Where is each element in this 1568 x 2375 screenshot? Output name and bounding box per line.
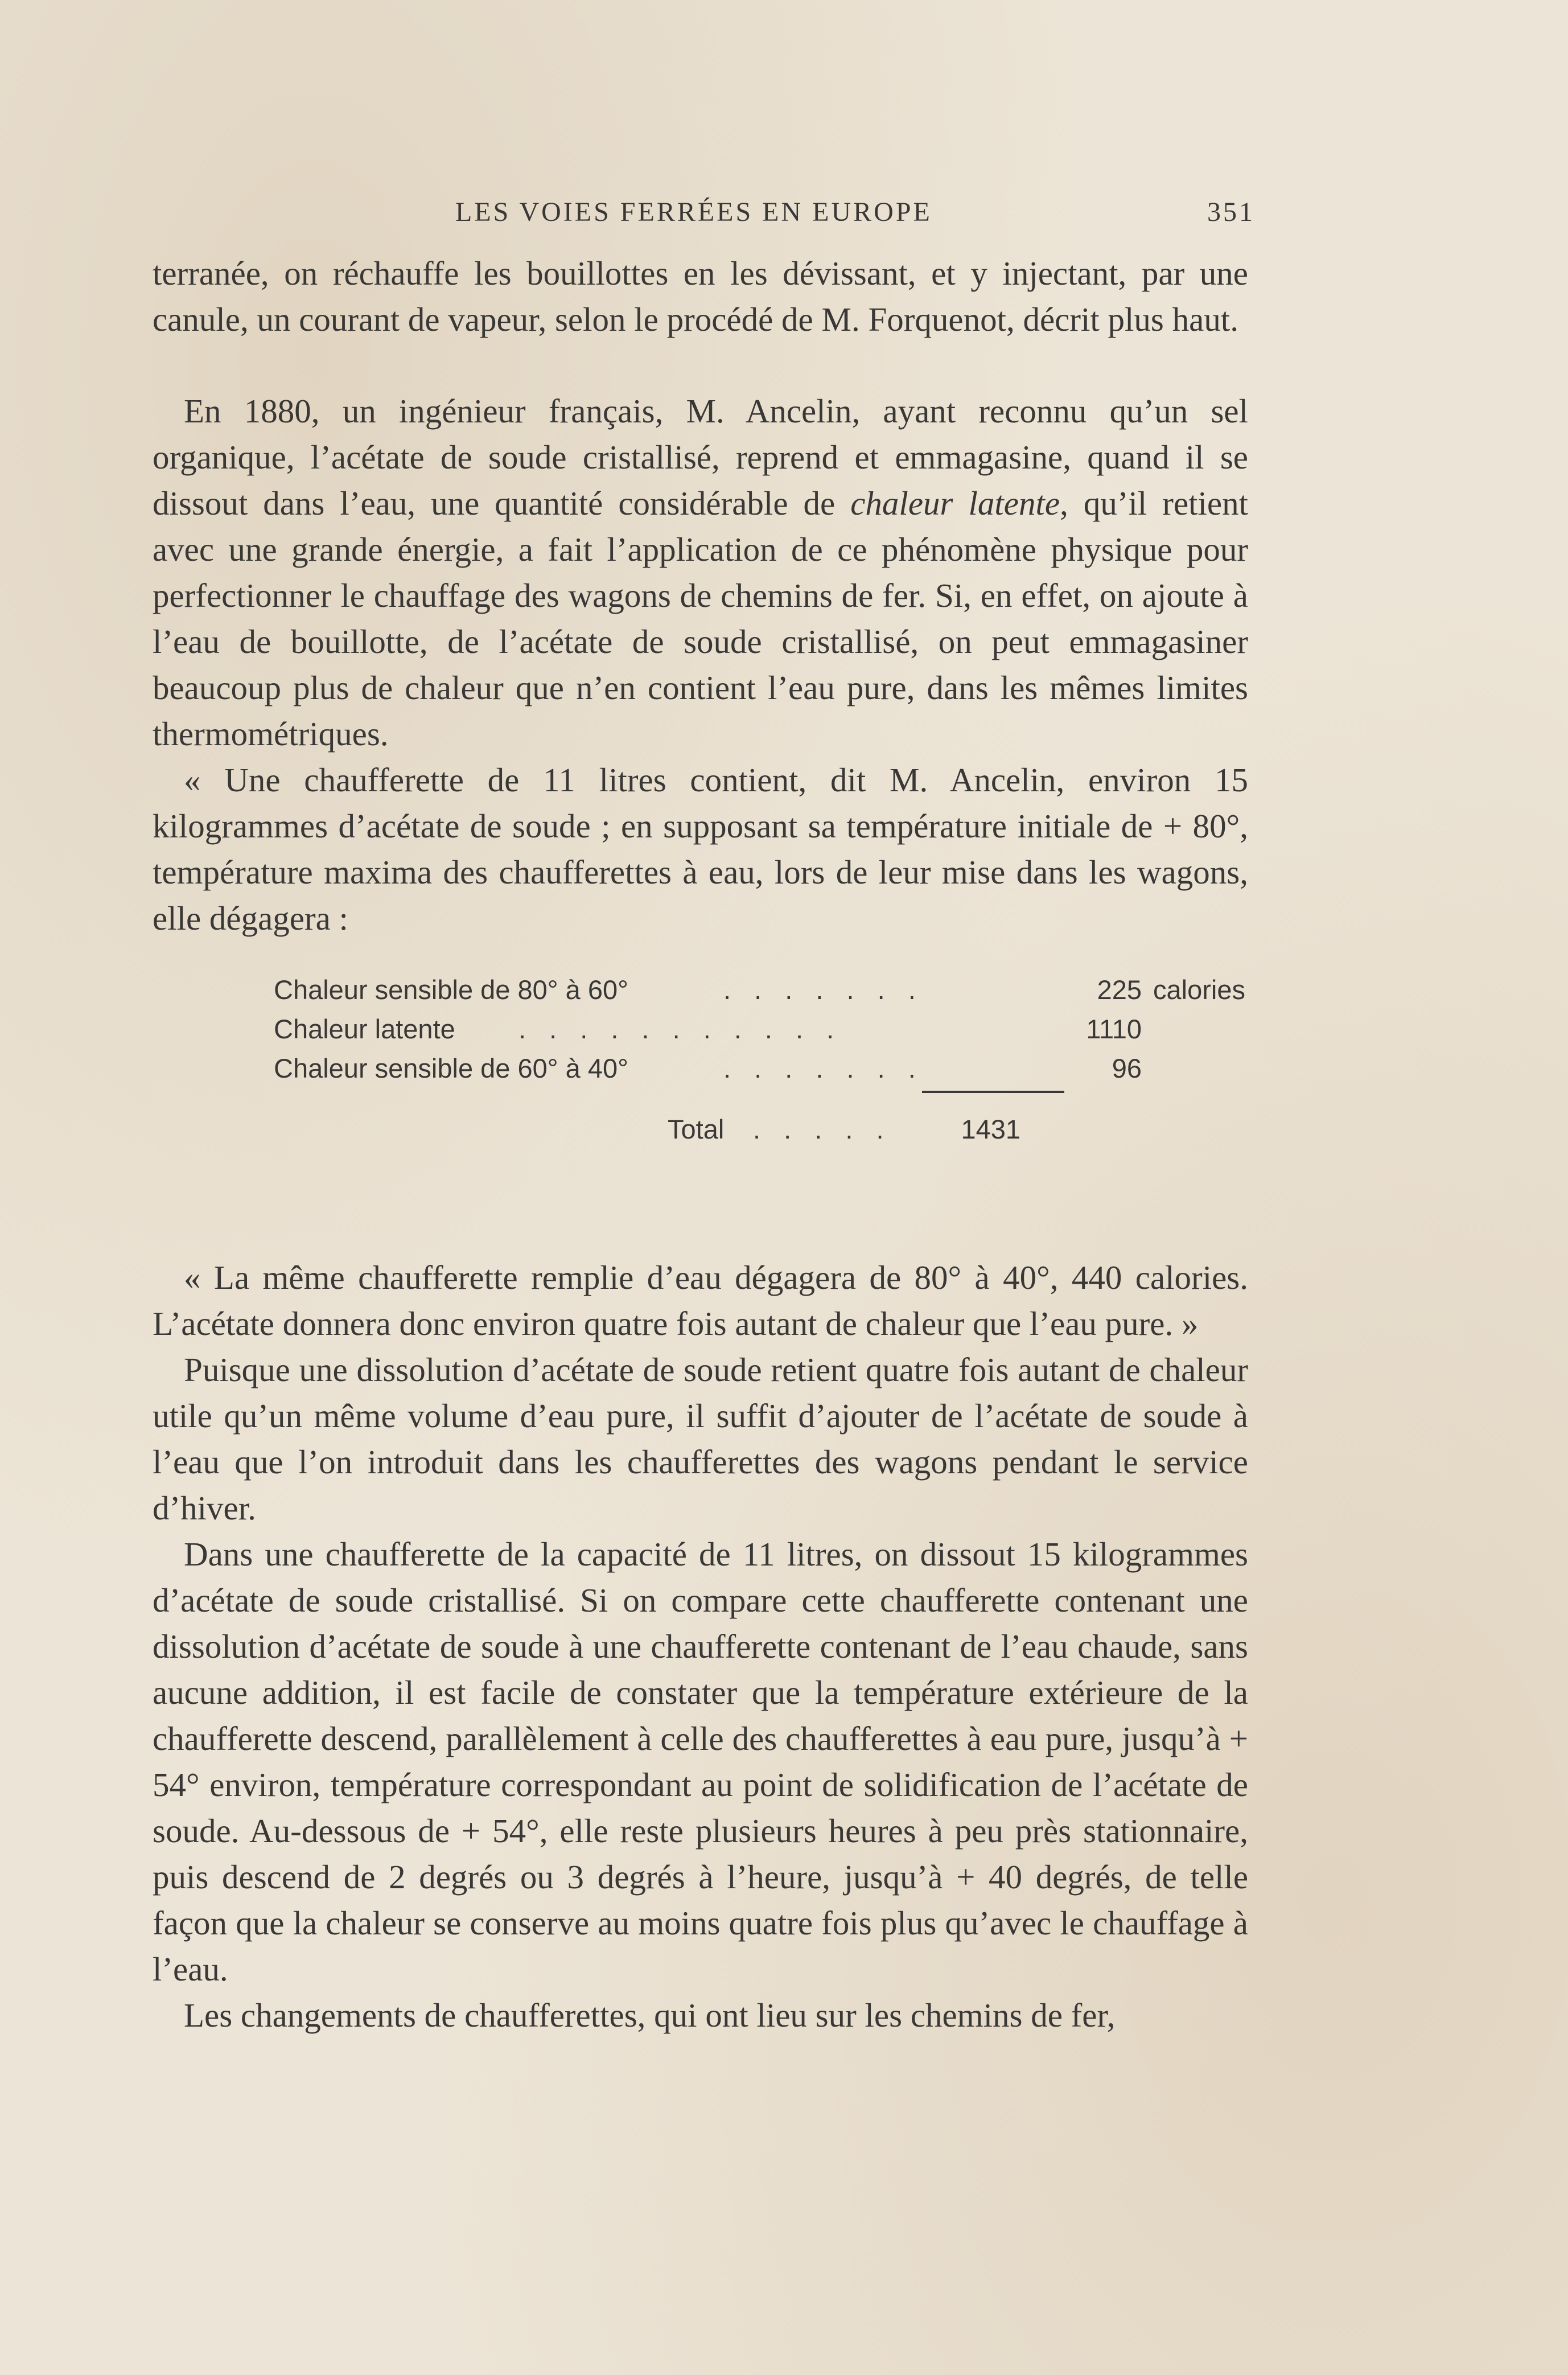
row-label: Chaleur sensible de 60° à 40° [274,1053,628,1083]
paragraph-capacity: Dans une chaufferette de la capacité de 11 litres, on dissout 15 kilogrammes d’acétate de soude cristallisé. Si on compare cette chaufferette contenant une dissolution d’acétate de soude à une chaufferette contenant de l’eau chaude, sans aucune addition, il est facile de constater que la température extérieure de la chaufferette descend, parallèlement à celle des chaufferettes à eau pure, jusqu’à + 54° environ, température correspondant au point de solidification de l’acétate de soude. Au-dessous de + 54°, elle reste plusieurs heures à peu près stationnaire, puis descend de 2 degrés ou 3 degrés à l’heure, jusqu’à + 40 degrés, de telle façon que la chaleur se conserve au moins quatre fois plus qu’avec le chauffage à l’eau. [153,1535,1248,1988]
row-label: Chaleur sensible de 80° à 60° [274,975,628,1005]
row-value: 96 [1112,1053,1142,1083]
row-label: Chaleur latente [274,1014,455,1044]
row-value: 225 [1097,975,1142,1005]
paragraph-quote-end: « La même chaufferette remplie d’eau dégagera de 80° à 40°, 440 calories. L’acétate donnera donc environ quatre fois autant de chaleur que l’eau pure. » [153,1259,1248,1342]
row-leader-dots: . . . . . . . . . . . [518,1014,842,1044]
row-leader-dots: . . . . . . . [723,1053,924,1083]
paragraph-quote-start: « Une chaufferette de 11 litres contient, dit M. Ancelin, environ 15 kilogrammes d’acétate de soude ; en supposant sa température initiale de + 80°, température maxima des chaufferettes à eau, lors de leur mise dans les wagons, elle dégagera : [153,761,1248,937]
paragraph-ancelin-intro [153,388,1248,757]
sum-rule [922,1091,1064,1093]
paragraph-text: En 1880, un ingénieur français, M. Ancelin, ayant reconnu qu’un sel organique, l’acétate de soude cristallisé, reprend et emmagasine, quand il se dissout dans l’eau, une quantité considérable de [153,392,1248,522]
total-label: Total [668,1114,725,1144]
paragraph-dissolution: Puisque une dissolution d’acétate de soude retient quatre fois autant de chaleur utile qu’un même volume d’eau pure, il suffit d’ajouter de l’acétate de soude à l’eau que l’on introduit dans les chaufferettes des wagons pendant le service d’hiver. [153,1351,1248,1527]
paragraph-continuation: terranée, on réchauffe les bouillottes en les dévissant, et y injectant, par une canule, un courant de vapeur, selon le procédé de M. Forquenot, décrit plus haut. [153,254,1248,338]
running-head [154,196,1255,236]
table-row [274,1049,1167,1088]
table-row [274,1009,1167,1049]
row-unit: calories [1153,975,1245,1005]
page-number: 351 [1207,197,1255,227]
heat-calculation-table [153,970,1248,1238]
row-value: 1110 [1086,1014,1142,1044]
total-leader-dots: . . . . . [753,1114,892,1144]
paragraph-text: , qu’il retient avec une grande énergie, a fait l’application de ce phénomène physique pour perfectionner le chauffage des wagons de chemins de fer. Si, en effet, on ajoute à l’eau de bouillotte, de l’acétate de soude cristallisé, on peut emmagasiner beaucoup plus de chaleur que n’en contient l’eau pure, dans les mêmes limites thermométriques. [153,484,1248,753]
italic-term: chaleur latente [850,484,1060,522]
table-row [274,970,1245,1009]
paragraph-changements: Les changements de chaufferettes, qui ont lieu sur les chemins de fer, [184,1996,1116,2034]
row-leader-dots: . . . . . . . [723,975,924,1005]
body-text [153,250,1248,2039]
running-title: LES VOIES FERRÉES EN EUROPE [455,197,932,227]
total-value: 1431 [961,1114,1020,1144]
